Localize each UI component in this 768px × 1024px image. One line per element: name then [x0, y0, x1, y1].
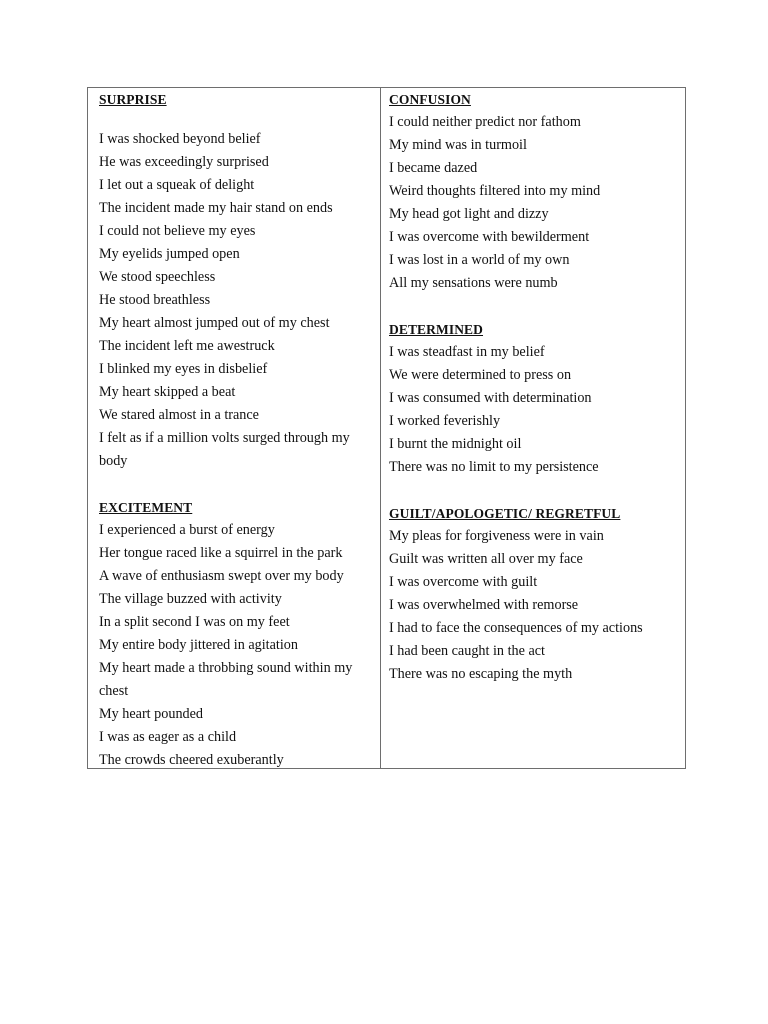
phrase-line: My mind was in turmoil — [389, 137, 527, 153]
phrase-line: My heart almost jumped out of my chest — [99, 315, 330, 331]
phrase-line: I was as eager as a child — [99, 729, 237, 745]
section-heading-confusion: CONFUSION — [389, 92, 471, 107]
right-column — [389, 88, 683, 686]
phrase-line: He was exceedingly surprised — [99, 154, 269, 170]
phrase-line: There was no escaping the myth — [389, 666, 573, 682]
phrase-line: We stared almost in a trance — [99, 407, 259, 423]
column-divider — [380, 88, 381, 768]
phrase-line: All my sensations were numb — [389, 275, 558, 291]
phrase-line: chest — [99, 683, 129, 699]
phrase-line: I was lost in a world of my own — [389, 252, 570, 268]
phrase-line: I was steadfast in my belief — [389, 344, 545, 360]
phrase-line: I let out a squeak of delight — [99, 177, 255, 193]
phrase-line: I blinked my eyes in disbelief — [99, 361, 268, 377]
phrase-line: I felt as if a million volts surged through my — [99, 430, 350, 446]
phrase-line: I was overcome with guilt — [389, 574, 538, 590]
phrase-line: We stood speechless — [99, 269, 216, 285]
phrase-table — [87, 87, 686, 769]
phrase-line: I was overwhelmed with remorse — [389, 597, 579, 613]
section-confusion — [389, 88, 683, 295]
phrase-line: My head got light and dizzy — [389, 206, 549, 222]
phrase-line: My heart pounded — [99, 706, 204, 722]
phrase-line: I became dazed — [389, 160, 478, 176]
phrase-line: My eyelids jumped open — [99, 246, 240, 262]
phrase-line: I burnt the midnight oil — [389, 436, 522, 452]
section-guilt — [389, 502, 683, 686]
phrase-line: My heart made a throbbing sound within my — [99, 660, 353, 676]
phrase-line: I was consumed with determination — [389, 390, 592, 406]
phrase-line: body — [99, 453, 128, 469]
phrase-line: I had been caught in the act — [389, 643, 545, 659]
phrase-line: The incident made my hair stand on ends — [99, 200, 333, 216]
phrase-line: Her tongue raced like a squirrel in the park — [99, 545, 343, 561]
phrase-line: Guilt was written all over my face — [389, 551, 583, 567]
phrase-line: My heart skipped a beat — [99, 384, 236, 400]
phrase-line: The incident left me awestruck — [99, 338, 275, 354]
phrase-line: My pleas for forgiveness were in vain — [389, 528, 604, 544]
section-determined — [389, 318, 683, 479]
phrase-line: There was no limit to my persistence — [389, 459, 599, 475]
phrase-line: In a split second I was on my feet — [99, 614, 290, 630]
section-surprise — [99, 88, 377, 473]
section-excitement — [99, 496, 377, 772]
phrase-line: I had to face the consequences of my actions — [389, 620, 643, 636]
phrase-line: Weird thoughts filtered into my mind — [389, 183, 601, 199]
phrase-line: The village buzzed with activity — [99, 591, 282, 607]
phrase-line: A wave of enthusiasm swept over my body — [99, 568, 344, 584]
phrase-line: The crowds cheered exuberantly — [99, 752, 284, 768]
left-column — [99, 88, 377, 772]
section-heading-surprise: SURPRISE — [99, 92, 167, 107]
phrase-line: I worked feverishly — [389, 413, 501, 429]
phrase-line: He stood breathless — [99, 292, 211, 308]
phrase-line: I could neither predict nor fathom — [389, 114, 581, 130]
phrase-line: I experienced a burst of energy — [99, 522, 275, 538]
phrase-line: I was overcome with bewilderment — [389, 229, 590, 245]
phrase-line: I was shocked beyond belief — [99, 131, 261, 147]
phrase-line: I could not believe my eyes — [99, 223, 256, 239]
phrase-line: We were determined to press on — [389, 367, 572, 383]
section-heading-guilt: GUILT/APOLOGETIC/ REGRETFUL — [389, 506, 621, 521]
section-heading-determined: DETERMINED — [389, 322, 484, 337]
section-heading-excitement: EXCITEMENT — [99, 500, 193, 515]
phrase-line: My entire body jittered in agitation — [99, 637, 298, 653]
